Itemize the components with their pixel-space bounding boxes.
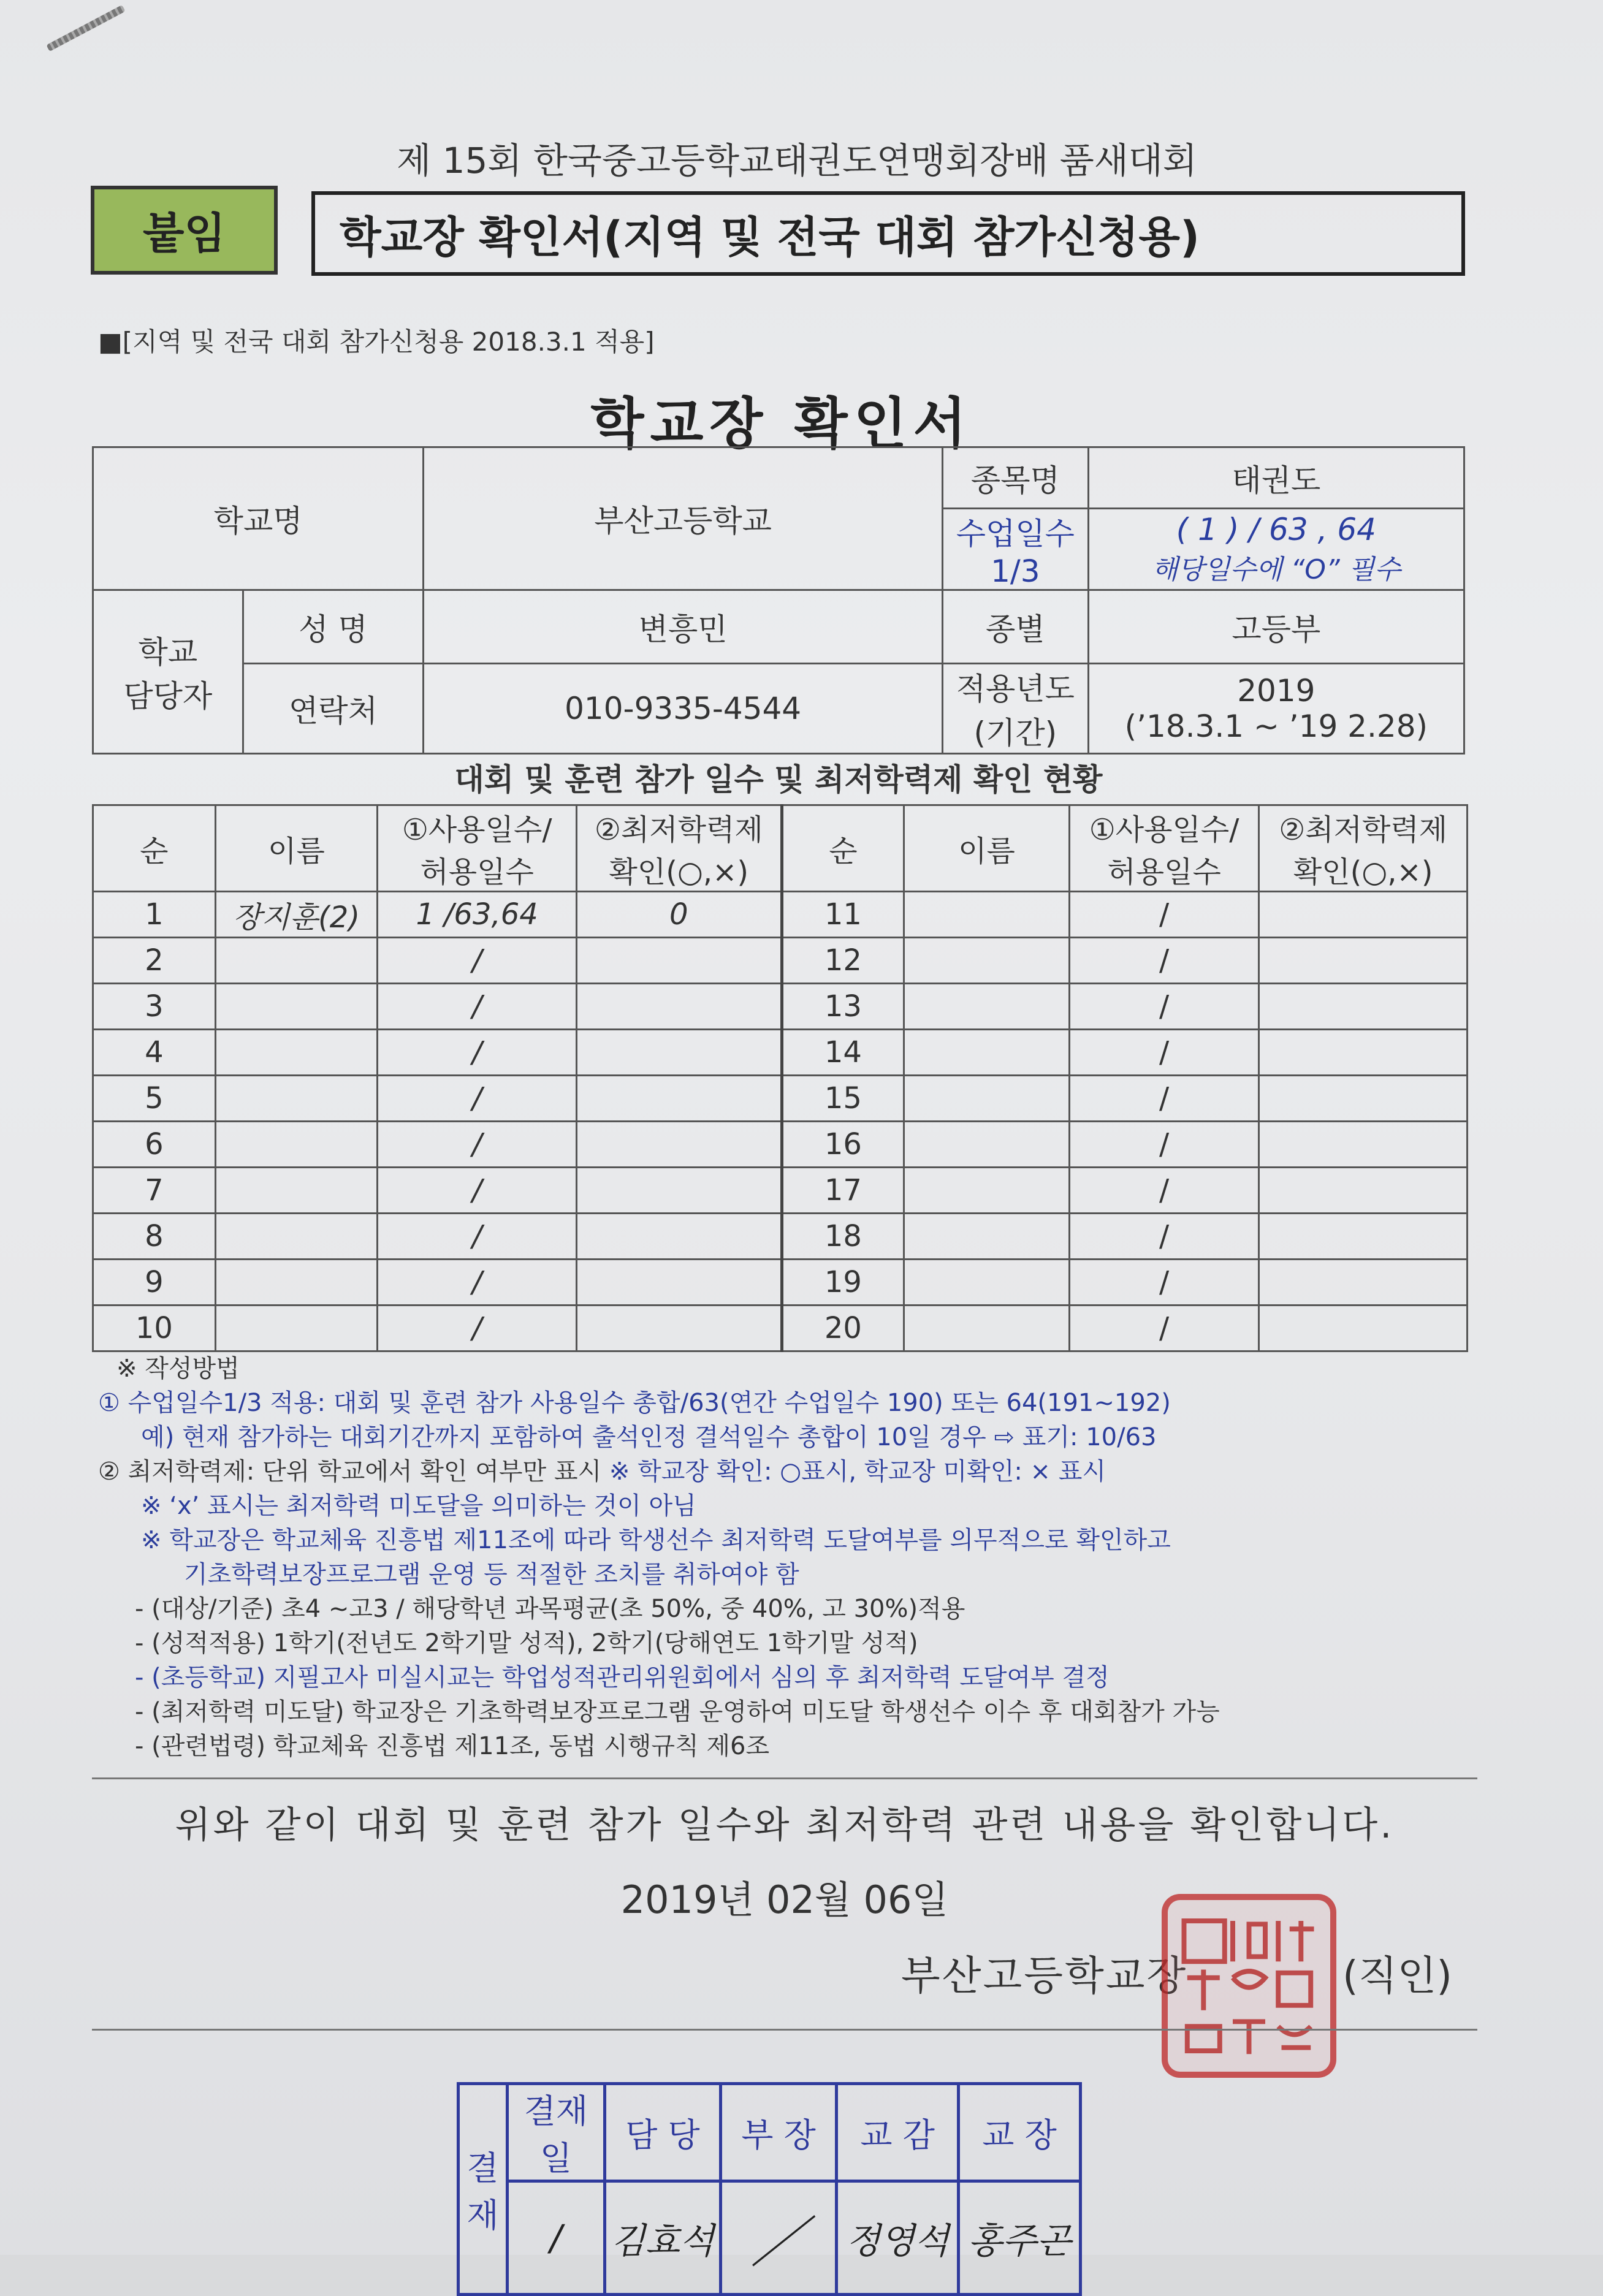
info-table — [92, 446, 1465, 755]
approval-head-signature: ／ — [720, 2181, 836, 2295]
staple-icon — [46, 5, 125, 51]
participant-no-right: 12 — [782, 938, 904, 984]
participant-row — [93, 1030, 1468, 1076]
contact-value: 010-9335-4544 — [424, 664, 943, 754]
approval-col-staff: 담 당 — [604, 2084, 720, 2181]
division-label: 종별 — [942, 590, 1088, 664]
participants-table — [92, 804, 1468, 1352]
participant-check-left — [576, 938, 782, 984]
class-days-value-line1: ( 1 ) / 63 , 64 — [1176, 512, 1376, 547]
participant-days-left: / — [378, 938, 577, 984]
instructions — [98, 1351, 1483, 1763]
principal-name: 부산고등학교장 — [901, 1952, 1188, 1999]
name-value: 변흥민 — [424, 590, 943, 664]
school-label: 학교명 — [93, 447, 424, 590]
participant-name-left — [215, 1306, 378, 1351]
year-value-line2: (’18.3.1 ~ ’19 2.28) — [1124, 709, 1428, 744]
seal-label: (직인) — [1342, 1952, 1453, 1999]
participant-check-right — [1259, 938, 1468, 984]
participant-days-right: / — [1069, 984, 1259, 1030]
participant-check-right — [1259, 1214, 1468, 1260]
form-title: 학교장 확인서(지역 및 전국 대회 참가신청용) — [311, 191, 1465, 276]
participant-name-right — [904, 1168, 1070, 1214]
divider — [92, 1777, 1477, 1779]
col-check-left-line1: ②최저학력제 — [594, 813, 763, 847]
col-check-right-line1: ②최저학력제 — [1279, 813, 1448, 847]
participant-no-right: 11 — [782, 892, 904, 938]
col-days-left-line2: 허용일수 — [420, 855, 534, 889]
participant-check-right — [1259, 984, 1468, 1030]
approval-box — [457, 2082, 1082, 2296]
sport-value: 태권도 — [1088, 447, 1464, 509]
confirm-statement: 위와 같이 대회 및 훈련 참가 일수와 최저학력 관련 내용을 확인합니다. — [175, 1804, 1395, 1847]
col-days-left — [378, 805, 577, 892]
school-name: 부산고등학교 — [424, 447, 943, 590]
participant-name-left — [215, 1214, 378, 1260]
participant-no-right: 19 — [782, 1260, 904, 1306]
participant-no-left: 10 — [93, 1306, 216, 1351]
approval-vice-signature: 정영석 — [837, 2181, 959, 2295]
col-check-right — [1259, 805, 1468, 892]
participant-no-right: 14 — [782, 1030, 904, 1076]
participant-check-left: 0 — [576, 892, 782, 938]
col-check-left-line2: 확인(○,×) — [609, 855, 749, 889]
instruction-line: ※ 학교장은 학교체육 진흥법 제11조에 따라 학생선수 최저학력 도달여부를 의무적으로 확인하고 — [141, 1526, 1171, 1554]
participant-days-left: / — [378, 984, 577, 1030]
participant-no-left: 4 — [93, 1030, 216, 1076]
participant-name-right — [904, 1260, 1070, 1306]
participant-name-left: 장지훈(2) — [215, 892, 378, 938]
col-no-left: 순 — [93, 805, 216, 892]
participant-days-right: / — [1069, 1030, 1259, 1076]
approval-side-line2: 재 — [466, 2195, 499, 2235]
contact-label: 연락처 — [243, 664, 424, 754]
participant-days-right: / — [1069, 1306, 1259, 1351]
instruction-line: - (관련법령) 학교체육 진흥법 제11조, 동법 시행규칙 제6조 — [135, 1732, 770, 1760]
col-check-right-line2: 확인(○,×) — [1293, 855, 1433, 889]
participant-check-left — [576, 1168, 782, 1214]
participant-no-left: 1 — [93, 892, 216, 938]
participant-days-left: / — [378, 1030, 577, 1076]
participant-check-right — [1259, 1306, 1468, 1351]
participant-check-right — [1259, 1122, 1468, 1168]
class-days-value-line2: 해당일수에 “O” 필수 — [1151, 554, 1401, 585]
instructions-heading: ※ 작성방법 — [116, 1355, 240, 1383]
participant-check-left — [576, 1214, 782, 1260]
participant-days-left: / — [378, 1122, 577, 1168]
participants-heading: 대회 및 훈련 참가 일수 및 최저학력제 확인 현황 — [454, 762, 1103, 797]
participant-days-right: / — [1069, 1260, 1259, 1306]
form-note: ■[지역 및 전국 대회 참가신청용 2018.3.1 적용] — [98, 327, 655, 357]
participant-check-left — [576, 1260, 782, 1306]
participant-check-right — [1259, 1030, 1468, 1076]
approval-col-vice: 교 감 — [837, 2084, 959, 2181]
participant-name-right — [904, 1030, 1070, 1076]
attachment-badge: 붙임 — [91, 186, 278, 275]
col-name-right: 이름 — [904, 805, 1070, 892]
manager-label-line1: 학교 — [138, 634, 198, 670]
participant-no-right: 17 — [782, 1168, 904, 1214]
col-days-right-line2: 허용일수 — [1107, 855, 1221, 889]
participant-row — [93, 1214, 1468, 1260]
participant-check-left — [576, 984, 782, 1030]
participant-name-right — [904, 1306, 1070, 1351]
participant-no-left: 9 — [93, 1260, 216, 1306]
instruction-line-part: ② 최저학력제: 단위 학교에서 확인 여부만 표시 — [98, 1458, 609, 1486]
class-days-value — [1088, 509, 1464, 590]
participant-name-right — [904, 984, 1070, 1030]
division-value: 고등부 — [1088, 590, 1464, 664]
participant-check-left — [576, 1306, 782, 1351]
name-label: 성 명 — [243, 590, 424, 664]
participant-days-right: / — [1069, 1122, 1259, 1168]
date: 2019년 02월 06일 — [620, 1877, 949, 1922]
manager-label-line2: 담당자 — [123, 679, 213, 714]
sport-label: 종목명 — [942, 447, 1088, 509]
participant-days-right: / — [1069, 1076, 1259, 1122]
manager-label — [93, 590, 243, 754]
year-label — [942, 664, 1088, 754]
instruction-line: 기초학력보장프로그램 운영 등 적절한 조치를 취하여야 함 — [184, 1560, 799, 1589]
official-seal-icon — [1162, 1894, 1336, 2078]
approval-side-line1: 결 — [466, 2148, 499, 2188]
participant-check-right — [1259, 1076, 1468, 1122]
participant-row — [93, 1306, 1468, 1351]
year-value — [1088, 664, 1464, 754]
instruction-line — [98, 1454, 1483, 1489]
participant-check-left — [576, 1122, 782, 1168]
class-days-label-line1: 수업일수 — [956, 516, 1075, 552]
participant-name-right — [904, 1122, 1070, 1168]
participant-days-right: / — [1069, 1214, 1259, 1260]
seal-glyph-icon — [1168, 1900, 1330, 2072]
col-name-left: 이름 — [215, 805, 378, 892]
col-check-left — [576, 805, 782, 892]
participant-no-right: 15 — [782, 1076, 904, 1122]
participant-name-left — [215, 1030, 378, 1076]
instruction-line: - (초등학교) 지필고사 미실시교는 학업성적관리위원회에서 심의 후 최저학력 도달여부 결정 — [135, 1663, 1110, 1692]
instruction-line: - (성적적용) 1학기(전년도 2학기말 성적), 2학기(당해연도 1학기말 성적) — [135, 1629, 918, 1657]
participant-check-right — [1259, 892, 1468, 938]
approval-side-label — [459, 2084, 508, 2295]
participant-row — [93, 938, 1468, 984]
participant-name-right — [904, 892, 1070, 938]
participant-row — [93, 892, 1468, 938]
participant-name-right — [904, 938, 1070, 984]
participant-check-left — [576, 1030, 782, 1076]
participant-days-right: / — [1069, 892, 1259, 938]
participant-no-right: 16 — [782, 1122, 904, 1168]
instruction-line: - (최저학력 미도달) 학교장은 기초학력보장프로그램 운영하여 미도달 학생선수 이수 후 대회참가 가능 — [135, 1698, 1220, 1726]
divider — [92, 2029, 1477, 2031]
participant-days-left: 1 /63,64 — [378, 892, 577, 938]
participant-row — [93, 1260, 1468, 1306]
participant-days-left: / — [378, 1076, 577, 1122]
document-title: 학교장 확인서 — [590, 392, 973, 456]
participant-days-right: / — [1069, 938, 1259, 984]
participant-name-left — [215, 1168, 378, 1214]
participant-row — [93, 1076, 1468, 1122]
participant-no-left: 5 — [93, 1076, 216, 1122]
instruction-line: ① 수업일수1/3 적용: 대회 및 훈련 참가 사용일수 총합/63(연간 수업일수 190) 또는 64(191~192) — [98, 1389, 1171, 1417]
participant-no-right: 13 — [782, 984, 904, 1030]
participants-header-row — [93, 805, 1468, 892]
participant-no-left: 2 — [93, 938, 216, 984]
col-no-right: 순 — [782, 805, 904, 892]
approval-staff-signature: 김효석 — [604, 2181, 720, 2295]
participant-check-right — [1259, 1168, 1468, 1214]
participant-name-left — [215, 1122, 378, 1168]
participant-row — [93, 984, 1468, 1030]
participant-days-left: / — [378, 1214, 577, 1260]
participant-days-right: / — [1069, 1168, 1259, 1214]
col-days-right-line1: ①사용일수/ — [1089, 813, 1239, 847]
instruction-line: 예) 현재 참가하는 대회기간까지 포함하여 출석인정 결석일수 총합이 10일 경우 ⇨ 표기: 10/63 — [141, 1423, 1157, 1451]
instruction-line: ※ ‘x’ 표시는 최저학력 미도달을 의미하는 것이 아님 — [141, 1492, 696, 1520]
participant-no-right: 18 — [782, 1214, 904, 1260]
participant-days-left: / — [378, 1306, 577, 1351]
year-label-line2: (기간) — [973, 715, 1057, 751]
participant-no-left: 3 — [93, 984, 216, 1030]
participant-no-right: 20 — [782, 1306, 904, 1351]
instruction-line: - (대상/기준) 초4 ~고3 / 해당학년 과목평균(초 50%, 중 40%, 고 30%)적용 — [135, 1595, 965, 1623]
approval-principal-signature: 홍주곤 — [959, 2181, 1081, 2295]
participant-name-left — [215, 984, 378, 1030]
participant-no-left: 7 — [93, 1168, 216, 1214]
participant-check-left — [576, 1076, 782, 1122]
participant-check-right — [1259, 1260, 1468, 1306]
approval-col-date: 결재일 — [507, 2084, 604, 2181]
participant-row — [93, 1168, 1468, 1214]
participant-days-left: / — [378, 1260, 577, 1306]
participant-no-left: 8 — [93, 1214, 216, 1260]
approval-col-head: 부 장 — [720, 2084, 836, 2181]
participant-name-right — [904, 1214, 1070, 1260]
class-days-label — [942, 509, 1088, 590]
participant-row — [93, 1122, 1468, 1168]
col-days-left-line1: ①사용일수/ — [402, 813, 552, 847]
col-days-right — [1069, 805, 1259, 892]
participant-no-left: 6 — [93, 1122, 216, 1168]
participant-days-left: / — [378, 1168, 577, 1214]
participant-name-left — [215, 1260, 378, 1306]
participant-name-left — [215, 1076, 378, 1122]
approval-date-value: / — [507, 2181, 604, 2295]
approval-col-principal: 교 장 — [959, 2084, 1081, 2181]
participant-name-right — [904, 1076, 1070, 1122]
class-days-label-line2: 1/3 — [991, 553, 1040, 589]
participant-name-left — [215, 938, 378, 984]
year-label-line1: 적용년도 — [956, 671, 1075, 707]
year-value-line1: 2019 — [1237, 673, 1316, 709]
instruction-line-part: ※ 학교장 확인: ○표시, 학교장 미확인: × 표시 — [609, 1458, 1106, 1486]
competition-title: 제 15회 한국중고등학교태권도연맹회장배 품새대회 — [397, 140, 1197, 181]
